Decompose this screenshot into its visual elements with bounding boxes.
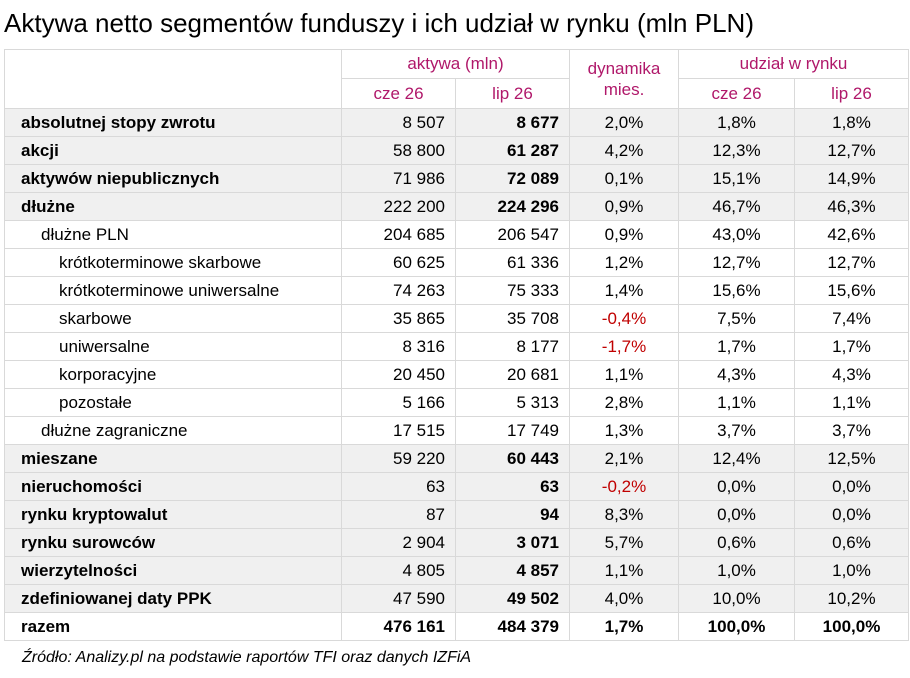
udzial-cze-cell: 3,7% <box>679 417 795 445</box>
aktywa-cze-cell: 204 685 <box>342 221 456 249</box>
udzial-cze-cell: 0,6% <box>679 529 795 557</box>
segment-name-cell: mieszane <box>5 445 342 473</box>
table-row <box>5 389 909 417</box>
dynamika-cell: 8,3% <box>570 501 679 529</box>
udzial-cze-cell: 1,1% <box>679 389 795 417</box>
funds-table <box>4 49 909 641</box>
dynamika-cell: 1,7% <box>570 613 679 641</box>
aktywa-lip-cell: 20 681 <box>456 361 570 389</box>
udzial-cze-cell: 12,7% <box>679 249 795 277</box>
table-title: Aktywa netto segmentów funduszy i ich udział w rynku (mln PLN) <box>4 8 754 38</box>
aktywa-cze-cell: 35 865 <box>342 305 456 333</box>
udzial-cze-cell: 100,0% <box>679 613 795 641</box>
udzial-cze-cell: 7,5% <box>679 305 795 333</box>
aktywa-lip-cell: 49 502 <box>456 585 570 613</box>
table-row <box>5 445 909 473</box>
aktywa-lip-cell: 75 333 <box>456 277 570 305</box>
segment-name-cell: uniwersalne <box>5 333 342 361</box>
aktywa-cze-cell: 63 <box>342 473 456 501</box>
aktywa-lip-cell: 17 749 <box>456 417 570 445</box>
table-row <box>5 109 909 137</box>
header-dynamika-line1: dynamika <box>587 59 661 78</box>
udzial-lip-cell: 4,3% <box>795 361 909 389</box>
segment-name-cell: dłużne zagraniczne <box>5 417 342 445</box>
udzial-cze-cell: 12,4% <box>679 445 795 473</box>
aktywa-lip-cell: 4 857 <box>456 557 570 585</box>
dynamika-cell: 1,4% <box>570 277 679 305</box>
aktywa-cze-cell: 87 <box>342 501 456 529</box>
header-dynamika <box>570 50 679 109</box>
table-row <box>5 221 909 249</box>
aktywa-cze-cell: 476 161 <box>342 613 456 641</box>
dynamika-cell: 0,9% <box>570 221 679 249</box>
dynamika-cell: 4,2% <box>570 137 679 165</box>
aktywa-cze-cell: 59 220 <box>342 445 456 473</box>
udzial-lip-cell: 3,7% <box>795 417 909 445</box>
aktywa-lip-cell: 35 708 <box>456 305 570 333</box>
segment-name-cell: dłużne <box>5 193 342 221</box>
segment-name-cell: pozostałe <box>5 389 342 417</box>
header-aktywa-group: aktywa (mln) <box>342 50 570 79</box>
dynamika-cell: 2,0% <box>570 109 679 137</box>
udzial-lip-cell: 15,6% <box>795 277 909 305</box>
header-udzial-lip: lip 26 <box>795 79 909 109</box>
table-body <box>5 109 909 641</box>
segment-name-cell: skarbowe <box>5 305 342 333</box>
dynamika-cell: -1,7% <box>570 333 679 361</box>
aktywa-lip-cell: 72 089 <box>456 165 570 193</box>
segment-name-cell: akcji <box>5 137 342 165</box>
table-row <box>5 529 909 557</box>
table-row <box>5 361 909 389</box>
aktywa-cze-cell: 17 515 <box>342 417 456 445</box>
aktywa-lip-cell: 5 313 <box>456 389 570 417</box>
dynamika-cell: 5,7% <box>570 529 679 557</box>
dynamika-cell: -0,4% <box>570 305 679 333</box>
aktywa-cze-cell: 5 166 <box>342 389 456 417</box>
udzial-cze-cell: 10,0% <box>679 585 795 613</box>
aktywa-cze-cell: 58 800 <box>342 137 456 165</box>
table-row <box>5 193 909 221</box>
header-segment-cell <box>5 50 342 109</box>
udzial-lip-cell: 46,3% <box>795 193 909 221</box>
aktywa-lip-cell: 8 677 <box>456 109 570 137</box>
udzial-cze-cell: 15,1% <box>679 165 795 193</box>
aktywa-lip-cell: 61 336 <box>456 249 570 277</box>
udzial-lip-cell: 14,9% <box>795 165 909 193</box>
udzial-lip-cell: 12,7% <box>795 137 909 165</box>
udzial-lip-cell: 1,0% <box>795 557 909 585</box>
udzial-cze-cell: 1,7% <box>679 333 795 361</box>
aktywa-cze-cell: 8 316 <box>342 333 456 361</box>
dynamika-cell: 4,0% <box>570 585 679 613</box>
aktywa-lip-cell: 3 071 <box>456 529 570 557</box>
segment-name-cell: aktywów niepublicznych <box>5 165 342 193</box>
dynamika-cell: 2,1% <box>570 445 679 473</box>
aktywa-lip-cell: 8 177 <box>456 333 570 361</box>
dynamika-cell: -0,2% <box>570 473 679 501</box>
segment-name-cell: korporacyjne <box>5 361 342 389</box>
table-row <box>5 249 909 277</box>
aktywa-lip-cell: 60 443 <box>456 445 570 473</box>
udzial-lip-cell: 0,0% <box>795 473 909 501</box>
header-dynamika-line2: mies. <box>603 80 645 99</box>
table-row <box>5 501 909 529</box>
header-aktywa-cze: cze 26 <box>342 79 456 109</box>
aktywa-lip-cell: 484 379 <box>456 613 570 641</box>
table-row <box>5 137 909 165</box>
udzial-lip-cell: 10,2% <box>795 585 909 613</box>
header-udzial-cze: cze 26 <box>679 79 795 109</box>
udzial-cze-cell: 1,0% <box>679 557 795 585</box>
segment-name-cell: razem <box>5 613 342 641</box>
udzial-lip-cell: 1,7% <box>795 333 909 361</box>
udzial-cze-cell: 0,0% <box>679 501 795 529</box>
udzial-lip-cell: 1,8% <box>795 109 909 137</box>
udzial-lip-cell: 1,1% <box>795 389 909 417</box>
segment-name-cell: nieruchomości <box>5 473 342 501</box>
segment-name-cell: krótkoterminowe skarbowe <box>5 249 342 277</box>
udzial-lip-cell: 42,6% <box>795 221 909 249</box>
aktywa-cze-cell: 4 805 <box>342 557 456 585</box>
segment-name-cell: zdefiniowanej daty PPK <box>5 585 342 613</box>
table-row <box>5 417 909 445</box>
segment-name-cell: absolutnej stopy zwrotu <box>5 109 342 137</box>
dynamika-cell: 1,1% <box>570 557 679 585</box>
aktywa-lip-cell: 224 296 <box>456 193 570 221</box>
table-row <box>5 585 909 613</box>
udzial-cze-cell: 43,0% <box>679 221 795 249</box>
dynamika-cell: 1,2% <box>570 249 679 277</box>
udzial-lip-cell: 0,0% <box>795 501 909 529</box>
table-row <box>5 473 909 501</box>
segment-name-cell: dłużne PLN <box>5 221 342 249</box>
udzial-cze-cell: 1,8% <box>679 109 795 137</box>
dynamika-cell: 1,3% <box>570 417 679 445</box>
udzial-lip-cell: 12,5% <box>795 445 909 473</box>
segment-name-cell: rynku surowców <box>5 529 342 557</box>
table-row <box>5 277 909 305</box>
aktywa-cze-cell: 8 507 <box>342 109 456 137</box>
udzial-lip-cell: 12,7% <box>795 249 909 277</box>
table-row <box>5 557 909 585</box>
udzial-cze-cell: 12,3% <box>679 137 795 165</box>
aktywa-lip-cell: 61 287 <box>456 137 570 165</box>
aktywa-cze-cell: 60 625 <box>342 249 456 277</box>
table-row <box>5 165 909 193</box>
header-aktywa-lip: lip 26 <box>456 79 570 109</box>
udzial-cze-cell: 0,0% <box>679 473 795 501</box>
segment-name-cell: krótkoterminowe uniwersalne <box>5 277 342 305</box>
dynamika-cell: 0,1% <box>570 165 679 193</box>
source-note: Źródło: Analizy.pl na podstawie raportów TFI oraz danych IZFiA <box>22 649 472 666</box>
aktywa-lip-cell: 94 <box>456 501 570 529</box>
header-udzial-group: udział w rynku <box>679 50 909 79</box>
aktywa-lip-cell: 206 547 <box>456 221 570 249</box>
udzial-cze-cell: 46,7% <box>679 193 795 221</box>
udzial-lip-cell: 100,0% <box>795 613 909 641</box>
aktywa-cze-cell: 74 263 <box>342 277 456 305</box>
table-row <box>5 333 909 361</box>
aktywa-cze-cell: 222 200 <box>342 193 456 221</box>
segment-name-cell: rynku kryptowalut <box>5 501 342 529</box>
aktywa-cze-cell: 2 904 <box>342 529 456 557</box>
aktywa-cze-cell: 71 986 <box>342 165 456 193</box>
table-row <box>5 613 909 641</box>
table-row <box>5 305 909 333</box>
aktywa-cze-cell: 20 450 <box>342 361 456 389</box>
udzial-cze-cell: 15,6% <box>679 277 795 305</box>
dynamika-cell: 2,8% <box>570 389 679 417</box>
segment-name-cell: wierzytelności <box>5 557 342 585</box>
udzial-lip-cell: 0,6% <box>795 529 909 557</box>
dynamika-cell: 1,1% <box>570 361 679 389</box>
aktywa-lip-cell: 63 <box>456 473 570 501</box>
dynamika-cell: 0,9% <box>570 193 679 221</box>
udzial-lip-cell: 7,4% <box>795 305 909 333</box>
aktywa-cze-cell: 47 590 <box>342 585 456 613</box>
udzial-cze-cell: 4,3% <box>679 361 795 389</box>
